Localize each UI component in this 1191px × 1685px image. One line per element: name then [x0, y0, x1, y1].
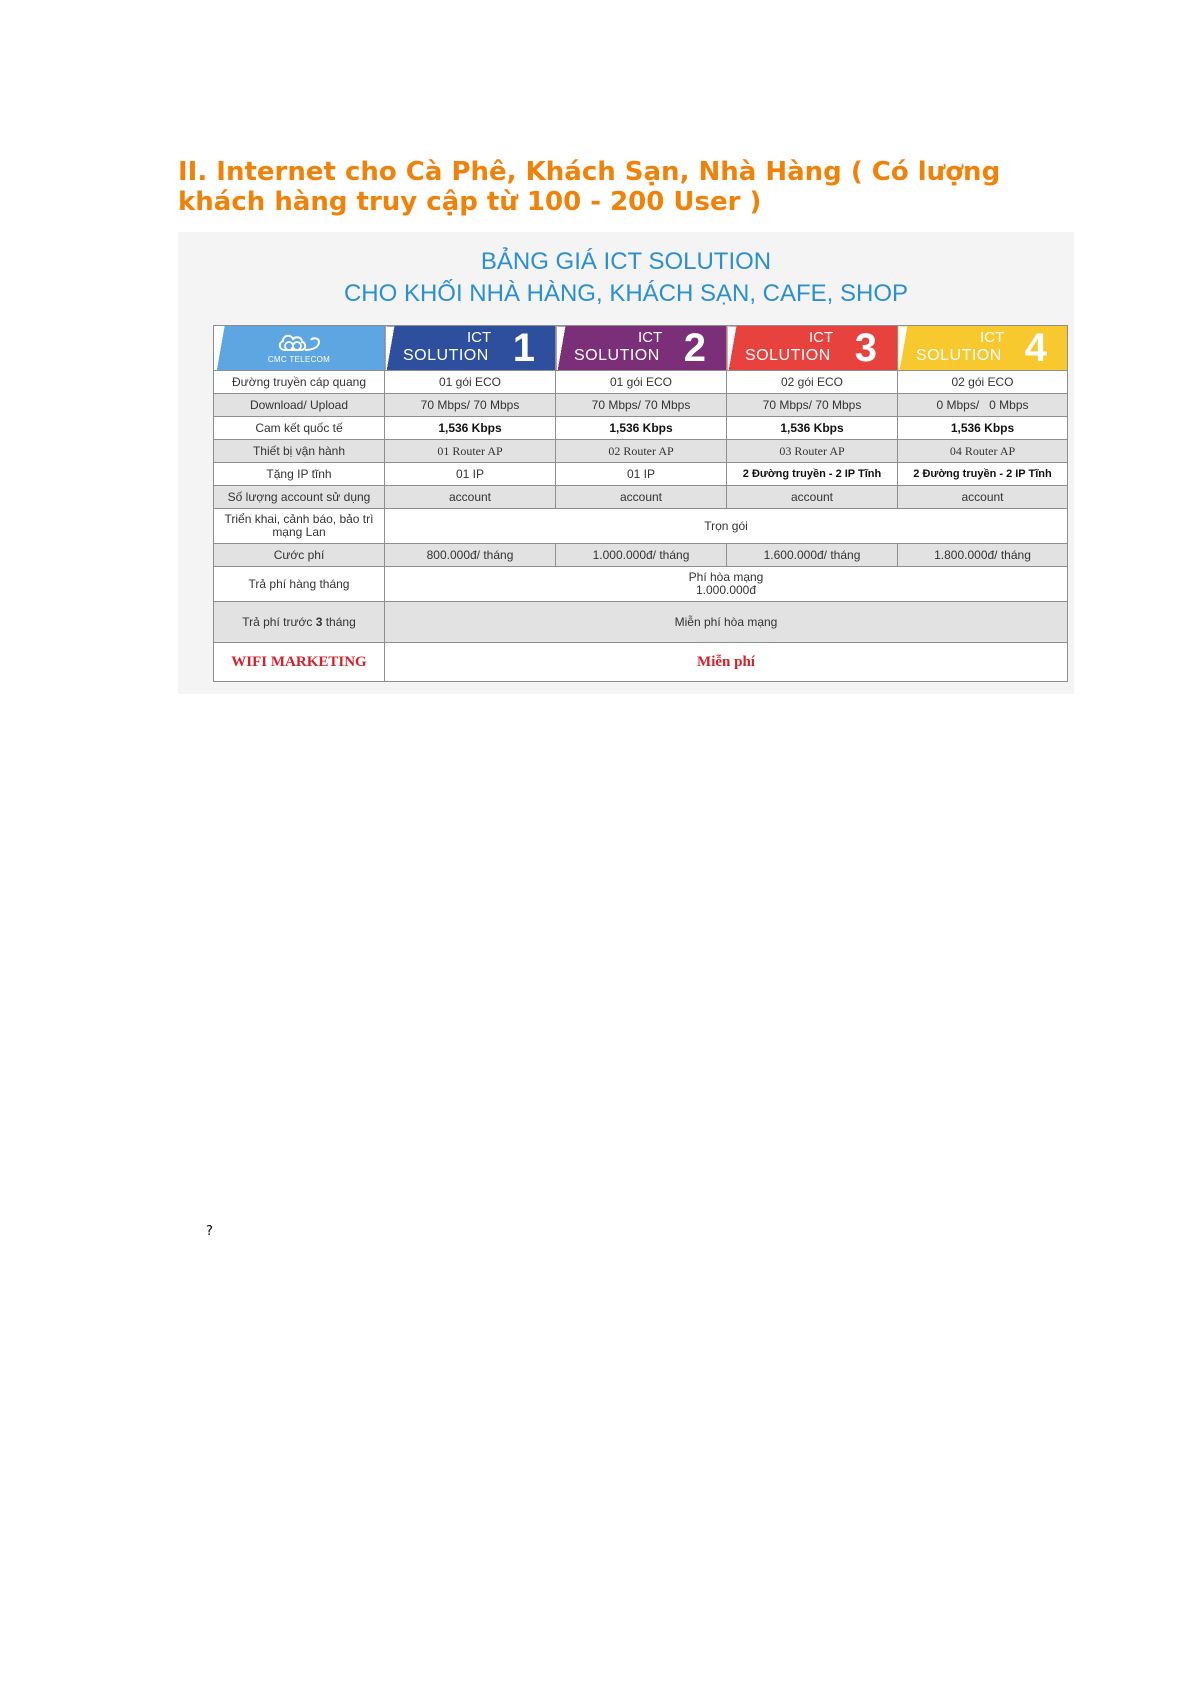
- solution-3-number: 3: [854, 326, 877, 370]
- table-cell: 1.800.000đ/ tháng: [898, 544, 1068, 567]
- solution-2-number: 2: [683, 326, 706, 370]
- table-row: [214, 643, 1068, 682]
- table-cell: 02 Router AP: [556, 440, 727, 463]
- prepay-label-months: 3: [315, 615, 323, 629]
- table-cell: 01 Router AP: [385, 440, 556, 463]
- row-label: Thiết bị vận hành: [214, 440, 385, 463]
- table-row: [214, 509, 1068, 544]
- table-row: [214, 544, 1068, 567]
- table-row: [214, 440, 1068, 463]
- prepay-label-prefix: Trả phí trước: [242, 615, 316, 629]
- prepay-label-suffix: tháng: [322, 615, 356, 629]
- solution-1-line2: SOLUTION: [403, 347, 489, 364]
- table-title-line2: CHO KHỐI NHÀ HÀNG, KHÁCH SẠN, CAFE, SHOP: [343, 280, 909, 307]
- table-cell: account: [727, 486, 898, 509]
- brand-logo-text: CMC TELECOM: [267, 355, 331, 364]
- table-row: [214, 417, 1068, 440]
- row-label: Cam kết quốc tế: [214, 417, 385, 440]
- table-cell: 03 Router AP: [727, 440, 898, 463]
- row-label: Đường truyền cáp quang: [214, 371, 385, 394]
- solution-3-line2: SOLUTION: [745, 347, 831, 364]
- table-cell: account: [556, 486, 727, 509]
- row-label: [214, 602, 385, 643]
- table-cell: 70 Mbps/ 70 Mbps: [727, 394, 898, 417]
- table-cell: 01 IP: [556, 463, 727, 486]
- brand-logo-cell: [214, 326, 385, 371]
- table-cell: 1,536 Kbps: [898, 417, 1068, 440]
- table-row: [214, 567, 1068, 602]
- solution-header-2: [556, 326, 727, 371]
- table-cell: 0 Mbps/ 0 Mbps: [898, 394, 1068, 417]
- table-header-row: [214, 326, 1068, 371]
- cmc-logo-icon: [275, 332, 323, 354]
- solution-header-4: [898, 326, 1068, 371]
- solution-header-3: [727, 326, 898, 371]
- section-heading: II. Internet cho Cà Phê, Khách Sạn, Nhà Hàng ( Có lượng khách hàng truy cập từ 100 - 200 User ): [178, 157, 1001, 217]
- row-label: Trả phí hàng tháng: [214, 567, 385, 602]
- table-cell: 2 Đường truyền - 2 IP Tĩnh: [898, 463, 1068, 486]
- table-cell: 1,536 Kbps: [556, 417, 727, 440]
- table-cell: 02 gói ECO: [727, 371, 898, 394]
- monthly-fee-line2: 1.000.000đ: [695, 583, 757, 597]
- row-label: Triển khai, cảnh báo, bảo trì mạng Lan: [214, 509, 385, 544]
- table-cell: 1.600.000đ/ tháng: [727, 544, 898, 567]
- price-table: [213, 325, 1068, 682]
- table-cell: 01 gói ECO: [556, 371, 727, 394]
- table-row: [214, 486, 1068, 509]
- table-row: [214, 463, 1068, 486]
- table-cell: 1,536 Kbps: [385, 417, 556, 440]
- table-cell: [385, 567, 1068, 602]
- solution-1-line1: ICT: [467, 329, 492, 346]
- missing-image-glyph: ?: [206, 1224, 213, 1239]
- table-row: [214, 602, 1068, 643]
- monthly-fee-line1: Phí hòa mạng: [688, 570, 764, 584]
- price-table-image: [178, 232, 1074, 694]
- solution-4-number: 4: [1024, 326, 1047, 370]
- table-cell: account: [898, 486, 1068, 509]
- solution-4-line2: SOLUTION: [916, 347, 1002, 364]
- row-label: Số lượng account sử dụng: [214, 486, 385, 509]
- table-cell: Miễn phí hòa mạng: [385, 602, 1068, 643]
- table-row: [214, 371, 1068, 394]
- solution-1-number: 1: [512, 326, 535, 370]
- row-label: WIFI MARKETING: [214, 643, 385, 682]
- table-cell: Trọn gói: [385, 509, 1068, 544]
- row-label: Download/ Upload: [214, 394, 385, 417]
- table-cell: 1,536 Kbps: [727, 417, 898, 440]
- table-title-line1: BẢNG GIÁ ICT SOLUTION: [480, 248, 772, 275]
- table-cell: Miễn phí: [385, 643, 1068, 682]
- row-label: Tặng IP tĩnh: [214, 463, 385, 486]
- table-cell: 04 Router AP: [898, 440, 1068, 463]
- solution-4-line1: ICT: [980, 329, 1005, 346]
- table-cell: 01 IP: [385, 463, 556, 486]
- table-cell: 02 gói ECO: [898, 371, 1068, 394]
- solution-2-line1: ICT: [638, 329, 663, 346]
- table-cell: 70 Mbps/ 70 Mbps: [385, 394, 556, 417]
- table-cell: 2 Đường truyền - 2 IP Tĩnh: [727, 463, 898, 486]
- table-cell: account: [385, 486, 556, 509]
- solution-2-line2: SOLUTION: [574, 347, 660, 364]
- table-cell: 1.000.000đ/ tháng: [556, 544, 727, 567]
- table-cell: 70 Mbps/ 70 Mbps: [556, 394, 727, 417]
- table-cell: 800.000đ/ tháng: [385, 544, 556, 567]
- row-label: Cước phí: [214, 544, 385, 567]
- table-row: [214, 394, 1068, 417]
- solution-header-1: [385, 326, 556, 371]
- table-cell: 01 gói ECO: [385, 371, 556, 394]
- solution-3-line1: ICT: [809, 329, 834, 346]
